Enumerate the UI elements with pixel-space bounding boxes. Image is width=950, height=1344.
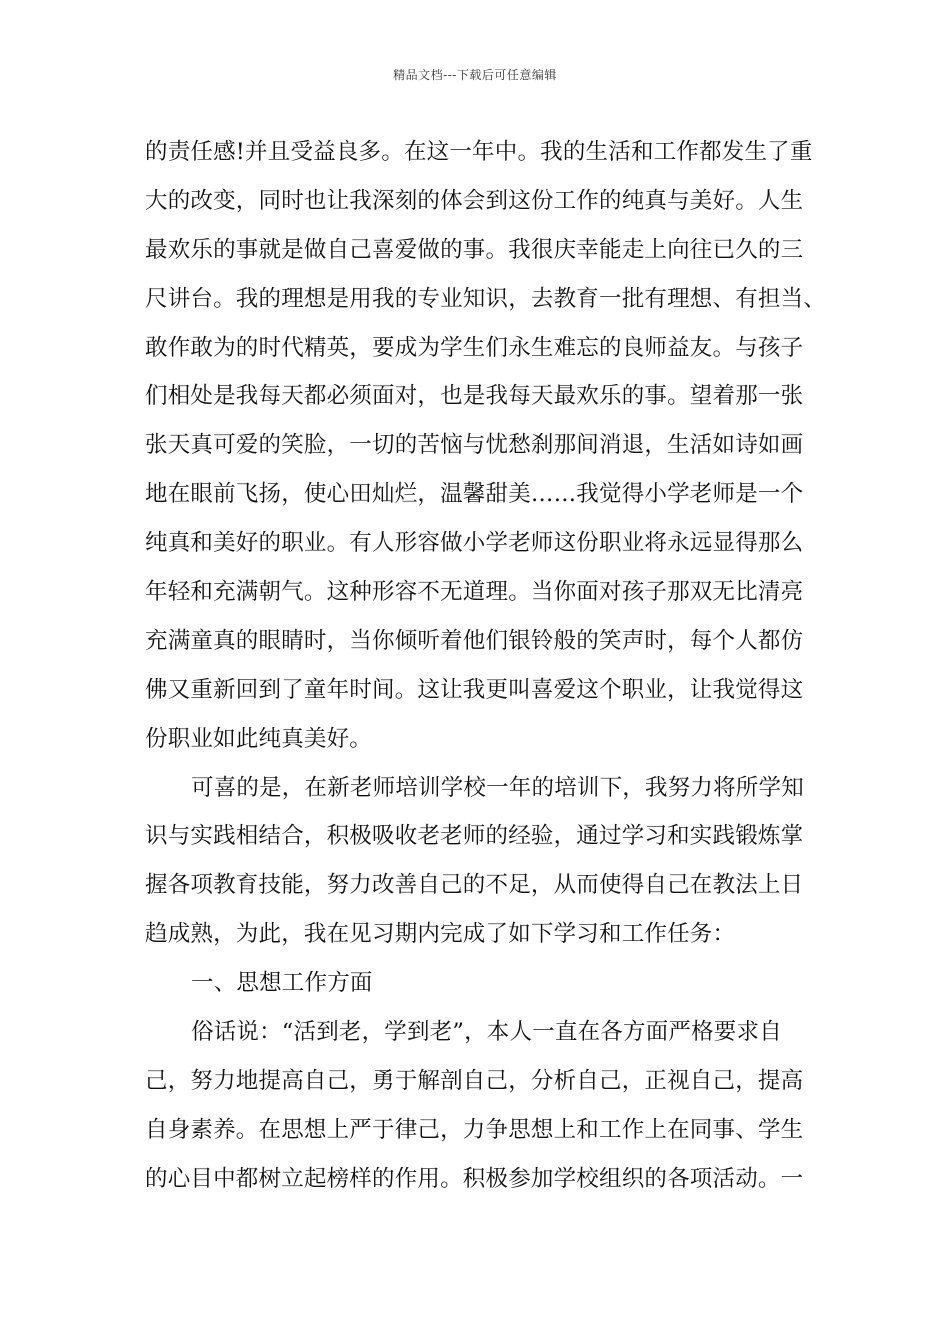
text-line: 份职业如此纯真美好。 (145, 725, 373, 752)
paragraph-start-line: 可喜的是，在新老师培训学校一年的培训下，我努力将所学知 (191, 774, 804, 801)
text-line: 的心目中都树立起榜样的作用。积极参加学校组织的各项活动。一 (145, 1165, 804, 1192)
text-line: 纯真和美好的职业。有人形容做小学老师这份职业将永远显得那么 (145, 530, 804, 557)
text-line: 己，努力地提高自己，勇于解剖自己，分析自己，正视自己，提高 (145, 1067, 804, 1094)
text-line: 识与实践相结合，积极吸收老老师的经验，通过学习和实践锻炼掌 (145, 823, 804, 850)
page-header: 精品文档---下载后可任意编辑 (393, 68, 557, 82)
text-line: 佛又重新回到了童年时间。这让我更叫喜爱这个职业，让我觉得这 (145, 676, 804, 703)
text-line: 们相处是我每天都必须面对，也是我每天最欢乐的事。望着那一张 (145, 383, 804, 410)
text-line: 地在眼前飞扬，使心田灿烂，温馨甜美……我觉得小学老师是一个 (145, 481, 804, 508)
text-line: 大的改变，同时也让我深刻的体会到这份工作的纯真与美好。人生 (145, 187, 804, 214)
text-line: 握各项教育技能，努力改善自己的不足，从而使得自己在教法上日 (145, 872, 804, 899)
body-text (145, 128, 825, 1204)
text-line: 尺讲台。我的理想是用我的专业知识，去教育一批有理想、有担当、 (145, 285, 827, 312)
text-line: 敢作敢为的时代精英，要成为学生们永生难忘的良师益友。与孩子 (145, 334, 804, 361)
text-line: 充满童真的眼睛时，当你倾听着他们银铃般的笑声时，每个人都仿 (145, 627, 804, 654)
text-line: 的责任感!并且受益良多。在这一年中。我的生活和工作都发生了重 (145, 139, 813, 165)
section-heading: 一、思想工作方面 (191, 970, 373, 997)
paragraph-start-line: 俗话说：“活到老，学到老”，本人一直在各方面严格要求自 (191, 1019, 782, 1046)
text-line: 张天真可爱的笑脸，一切的苦恼与忧愁刹那间消退，生活如诗如画 (145, 432, 804, 459)
text-line: 趋成熟，为此，我在见习期内完成了如下学习和工作任务： (145, 921, 736, 948)
text-line: 自身素养。在思想上严于律己，力争思想上和工作上在同事、学生 (145, 1116, 804, 1143)
text-line: 年轻和充满朝气。这种形容不无道理。当你面对孩子那双无比清亮 (145, 579, 804, 606)
text-line: 最欢乐的事就是做自己喜爱做的事。我很庆幸能走上向往已久的三 (145, 236, 804, 263)
